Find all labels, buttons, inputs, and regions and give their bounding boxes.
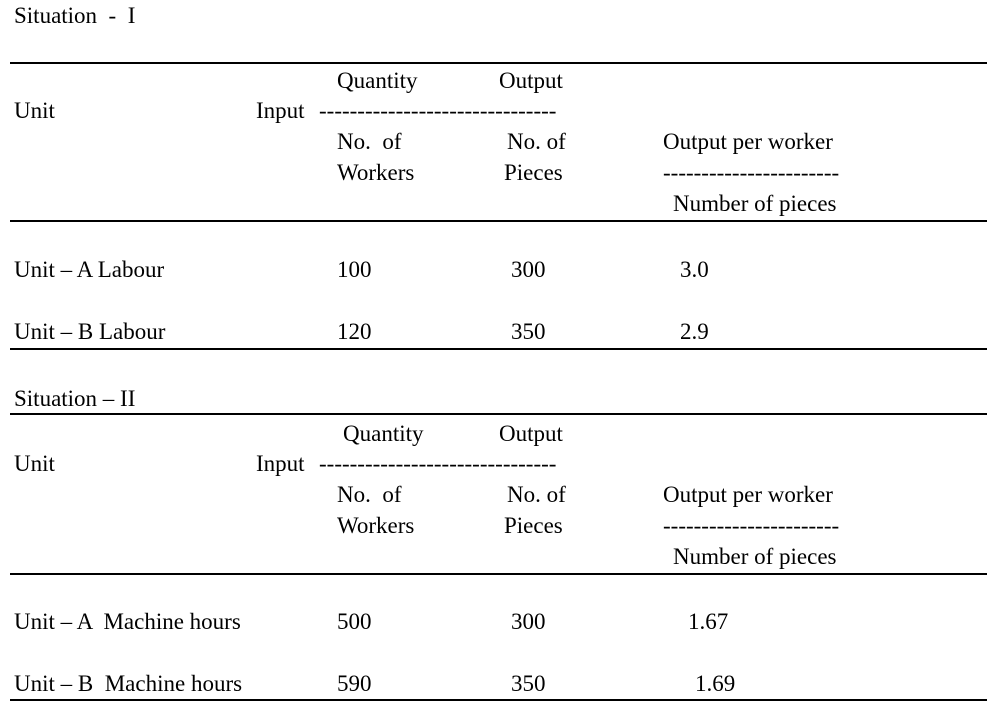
header-pieces-line2: Pieces — [504, 160, 563, 185]
table-1-top-rule — [10, 62, 987, 64]
row-pieces: 300 — [511, 609, 546, 634]
row-unit: Unit – B Machine hours — [14, 671, 243, 696]
header-input: Input — [256, 98, 305, 123]
header-workers-line2: Workers — [337, 160, 415, 185]
header-opw-dash-line: ----------------------- — [663, 160, 840, 185]
row-workers: 100 — [337, 257, 372, 282]
header-workers-line2: Workers — [337, 513, 415, 538]
table-2-bottom-rule — [10, 699, 987, 701]
table-1-bottom-rule — [10, 348, 987, 350]
row-workers: 500 — [337, 609, 372, 634]
header-pieces-line2: Pieces — [504, 513, 563, 538]
row-workers: 120 — [337, 319, 372, 344]
header-opw-dash-line: ----------------------- — [663, 513, 840, 538]
row-output-per-worker: 1.69 — [695, 671, 736, 696]
header-output: Output — [499, 68, 563, 93]
header-quantity: Quantity — [343, 421, 424, 446]
header-number-of-pieces: Number of pieces — [673, 191, 837, 216]
row-unit: Unit – B Labour — [14, 319, 166, 344]
header-pieces-line1: No. of — [507, 482, 566, 507]
header-dash-line: ------------------------------- — [319, 451, 557, 476]
row-pieces: 300 — [511, 257, 546, 282]
header-unit: Unit — [14, 98, 55, 123]
row-unit: Unit – A Machine hours — [14, 609, 241, 634]
table-2-header-rule — [10, 573, 987, 575]
header-pieces-line1: No. of — [507, 129, 566, 154]
header-output-per-worker: Output per worker — [663, 129, 833, 154]
situation-2-title: Situation – II — [14, 386, 136, 411]
table-2-top-rule — [10, 413, 987, 415]
row-output-per-worker: 3.0 — [680, 257, 709, 282]
row-unit: Unit – A Labour — [14, 257, 165, 282]
row-output-per-worker: 1.67 — [688, 609, 729, 634]
header-workers-line1: No. of — [337, 482, 402, 507]
header-output: Output — [499, 421, 563, 446]
situation-1-title: Situation - I — [14, 3, 136, 28]
row-workers: 590 — [337, 671, 372, 696]
row-output-per-worker: 2.9 — [680, 319, 709, 344]
header-quantity: Quantity — [337, 68, 418, 93]
header-unit: Unit — [14, 451, 55, 476]
header-output-per-worker: Output per worker — [663, 482, 833, 507]
row-pieces: 350 — [511, 319, 546, 344]
table-1-header-rule — [10, 220, 987, 222]
header-input: Input — [256, 451, 305, 476]
header-dash-line: ------------------------------- — [319, 98, 557, 123]
header-workers-line1: No. of — [337, 129, 402, 154]
header-number-of-pieces: Number of pieces — [673, 544, 837, 569]
row-pieces: 350 — [511, 671, 546, 696]
